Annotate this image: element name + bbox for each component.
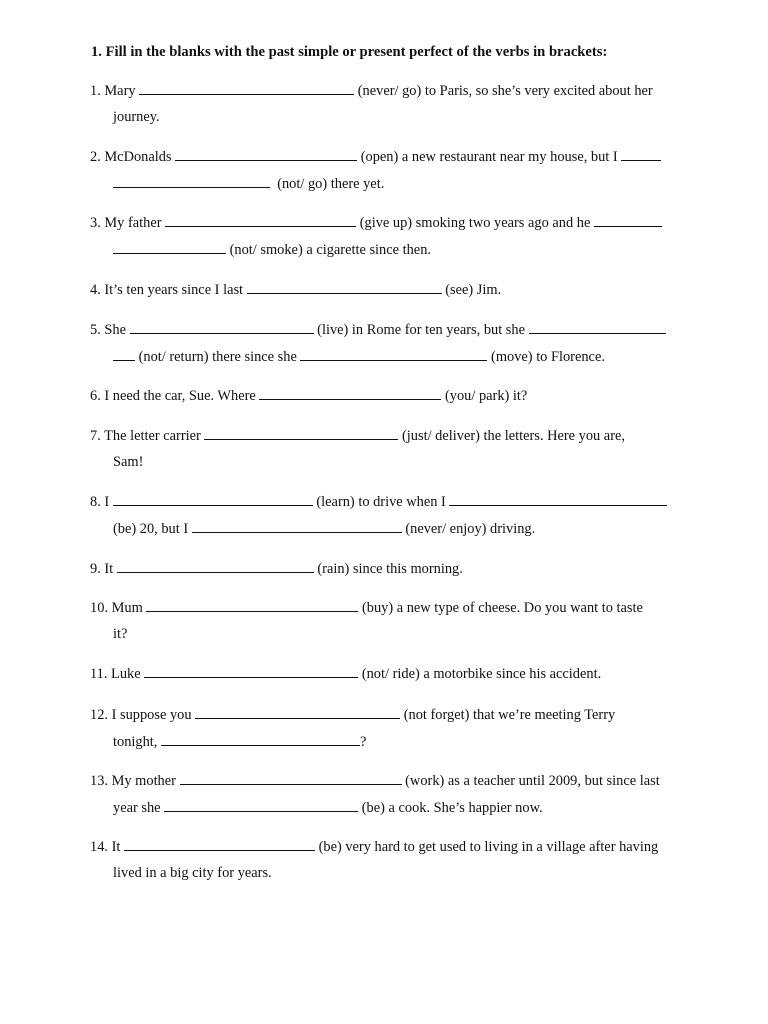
question-text: (give up) smoking two years ago and he xyxy=(356,215,594,231)
question-text: 12. I suppose you xyxy=(90,707,196,723)
answer-blank[interactable] xyxy=(113,239,226,254)
question-line xyxy=(90,704,615,724)
question-text: 3. My father xyxy=(90,215,166,231)
answer-blank[interactable] xyxy=(139,80,354,95)
question-text: 14. It xyxy=(90,839,124,855)
question-text: journey. xyxy=(113,109,160,125)
question-continuation-line xyxy=(113,518,535,538)
question-line xyxy=(90,385,527,405)
answer-blank[interactable] xyxy=(529,319,666,334)
question-text: ? xyxy=(359,734,367,750)
question-text: (just/ deliver) the letters. Here you are, xyxy=(398,428,625,444)
question-line xyxy=(90,491,667,511)
question-line xyxy=(90,597,643,617)
question-text: 13. My mother xyxy=(90,773,180,789)
question-line xyxy=(90,279,501,299)
question-continuation-line xyxy=(113,239,431,259)
answer-blank[interactable] xyxy=(144,663,358,678)
question-text: (not forget) that we’re meeting Terry xyxy=(400,707,616,723)
question-line xyxy=(90,425,625,445)
answer-blank[interactable] xyxy=(300,346,487,361)
answer-blank[interactable] xyxy=(621,146,661,161)
answer-blank[interactable] xyxy=(247,279,442,294)
question-text: lived in a big city for years. xyxy=(113,865,272,881)
question-continuation-line xyxy=(113,452,143,472)
answer-blank[interactable] xyxy=(113,346,135,361)
question-text: (never/ enjoy) driving. xyxy=(401,521,536,537)
question-text: (learn) to drive when I xyxy=(312,494,450,510)
question-text: (see) Jim. xyxy=(441,282,502,298)
question-continuation-line xyxy=(113,731,366,751)
question-text: (not/ go) there yet. xyxy=(270,176,385,192)
question-text: 5. She xyxy=(90,322,130,338)
question-text: 2. McDonalds xyxy=(90,149,176,165)
answer-blank[interactable] xyxy=(594,212,662,227)
answer-blank[interactable] xyxy=(192,518,402,533)
question-text: (rain) since this morning. xyxy=(313,561,463,577)
question-line xyxy=(90,663,601,683)
question-line xyxy=(90,770,660,790)
question-text: (not/ return) there since she xyxy=(135,349,301,365)
answer-blank[interactable] xyxy=(113,491,313,506)
question-text: (be) 20, but I xyxy=(113,521,192,537)
question-text: (not/ ride) a motorbike since his accident. xyxy=(358,666,602,682)
question-continuation-line xyxy=(113,346,605,366)
question-text: (work) as a teacher until 2009, but since last xyxy=(401,773,660,789)
question-text: (be) very hard to get used to living in a village after having xyxy=(314,839,659,855)
question-text: 6. I need the car, Sue. Where xyxy=(90,388,260,404)
answer-blank[interactable] xyxy=(175,146,357,161)
answer-blank[interactable] xyxy=(449,491,667,506)
question-text: (open) a new restaurant near my house, but I xyxy=(357,149,622,165)
answer-blank[interactable] xyxy=(161,731,360,746)
question-text: year she xyxy=(113,800,165,816)
question-continuation-line xyxy=(113,797,543,817)
answer-blank[interactable] xyxy=(165,212,356,227)
question-line xyxy=(90,212,662,232)
question-text: Sam! xyxy=(113,454,144,470)
question-text: 4. It’s ten years since I last xyxy=(90,282,247,298)
question-continuation-line xyxy=(113,107,160,127)
question-text: (buy) a new type of cheese. Do you want to taste xyxy=(358,600,643,616)
question-text: (be) a cook. She’s happier now. xyxy=(358,800,543,816)
question-text: 9. It xyxy=(90,561,117,577)
question-continuation-line xyxy=(113,863,272,883)
question-text: (never/ go) to Paris, so she’s very excited about her xyxy=(354,83,653,99)
answer-blank[interactable] xyxy=(180,770,402,785)
question-line xyxy=(90,558,463,578)
question-text: (you/ park) it? xyxy=(441,388,528,404)
answer-blank[interactable] xyxy=(117,558,314,573)
question-line xyxy=(90,319,666,339)
question-continuation-line xyxy=(113,624,127,644)
answer-blank[interactable] xyxy=(130,319,314,334)
answer-blank[interactable] xyxy=(164,797,358,812)
worksheet-heading: 1. Fill in the blanks with the past simple or present perfect of the verbs in brackets: xyxy=(91,44,608,60)
question-text: it? xyxy=(113,626,128,642)
question-text: 8. I xyxy=(90,494,113,510)
answer-blank[interactable] xyxy=(204,425,398,440)
question-text: 10. Mum xyxy=(90,600,147,616)
question-text: 11. Luke xyxy=(90,666,145,682)
question-text: (not/ smoke) a cigarette since then. xyxy=(226,242,431,258)
question-text: 1. Mary xyxy=(90,83,140,99)
question-continuation-line xyxy=(113,173,384,193)
question-text: (live) in Rome for ten years, but she xyxy=(313,322,529,338)
question-text: tonight, xyxy=(113,734,161,750)
question-line xyxy=(90,836,658,856)
answer-blank[interactable] xyxy=(146,597,358,612)
answer-blank[interactable] xyxy=(113,173,270,188)
answer-blank[interactable] xyxy=(124,836,315,851)
question-text: (move) to Florence. xyxy=(487,349,605,365)
answer-blank[interactable] xyxy=(259,385,441,400)
question-text: 7. The letter carrier xyxy=(90,428,205,444)
question-line xyxy=(90,80,653,100)
answer-blank[interactable] xyxy=(195,704,400,719)
question-line xyxy=(90,146,661,166)
